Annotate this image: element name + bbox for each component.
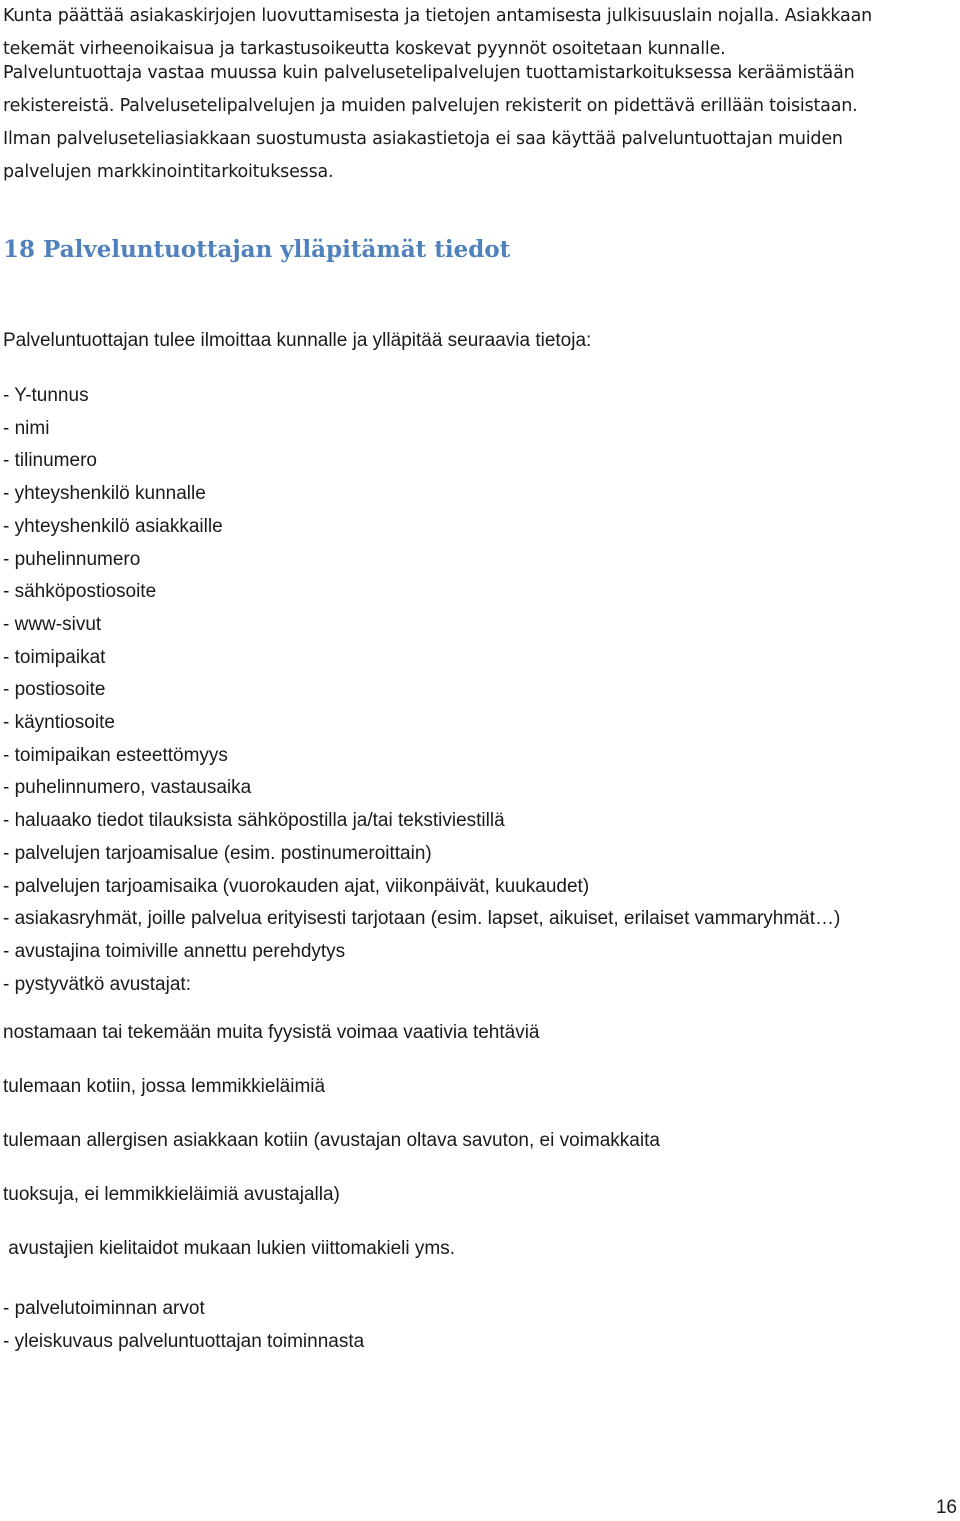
assistant-ability-item: tulemaan allergisen asiakkaan kotiin (avustajan oltava savuton, ei voimakkaita	[3, 1130, 660, 1151]
list-item: - puhelinnumero, vastausaika	[3, 777, 252, 799]
list-item: - palvelujen tarjoamisalue (esim. postinumeroittain)	[3, 842, 432, 864]
list-item: - tilinumero	[3, 450, 97, 472]
list-item: - palvelutoiminnan arvot	[3, 1298, 205, 1319]
list-item: - nimi	[3, 417, 50, 439]
info-list	[3, 380, 840, 1001]
text-line: tekemät virheenoikaisua ja tarkastusoikeutta koskevat pyynnöt osoitetaan kunnalle.	[3, 39, 726, 59]
list-item: - palvelujen tarjoamisaika (vuorokauden ajat, viikonpäivät, kuukaudet)	[3, 875, 590, 897]
list-item: - käyntiosoite	[3, 712, 115, 734]
list-item: - yleiskuvaus palveluntuottajan toiminnasta	[3, 1331, 365, 1352]
page-number: 16	[935, 1497, 957, 1518]
list-item: - haluaako tiedot tilauksista sähköpostilla ja/tai tekstiviestillä	[3, 810, 505, 832]
list-item: - Y-tunnus	[3, 385, 89, 406]
text-line: Ilman palveluseteliasiakkaan suostumusta asiakastietoja ei saa käyttää palveluntuottajan muiden	[3, 129, 843, 149]
assistant-language-item: avustajien kielitaidot mukaan lukien viittomakieli yms.	[3, 1238, 455, 1259]
intro-text: Palveluntuottajan tulee ilmoittaa kunnalle ja ylläpitää seuraavia tietoja:	[3, 330, 592, 351]
list-item: - puhelinnumero	[3, 548, 141, 570]
assistant-ability-item: tulemaan kotiin, jossa lemmikkieläimiä	[3, 1076, 326, 1097]
list-item: - asiakasryhmät, joille palvelua erityisesti tarjotaan (esim. lapset, aikuiset, erilaiset vammaryhmät…)	[3, 908, 841, 930]
section-heading: 18 Palveluntuottajan ylläpitämät tiedot	[3, 236, 511, 263]
paragraph-registers	[3, 57, 958, 189]
list-item: - yhteyshenkilö kunnalle	[3, 483, 206, 505]
list-item: - pystyvätkö avustajat:	[3, 973, 191, 995]
list-item: - postiosoite	[3, 679, 106, 701]
list-item: - toimipaikat	[3, 646, 106, 668]
assistant-ability-item: nostamaan tai tekemään muita fyysistä voimaa vaativia tehtäviä	[3, 1022, 540, 1043]
list-item: - yhteyshenkilö asiakkaille	[3, 515, 223, 537]
text-line: rekistereistä. Palvelusetelipalvelujen ja muiden palvelujen rekisterit on pidettävä erillään toisistaan.	[3, 96, 858, 116]
text-line: palvelujen markkinointitarkoituksessa.	[3, 162, 334, 182]
list-item: - toimipaikan esteettömyys	[3, 744, 228, 766]
assistant-ability-item-continued: tuoksuja, ei lemmikkieläimiä avustajalla)	[3, 1184, 340, 1205]
list-item: - www-sivut	[3, 613, 102, 635]
list-item: - avustajina toimiville annettu perehdytys	[3, 940, 346, 962]
text-line: Palveluntuottaja vastaa muussa kuin palvelusetelipalvelujen tuottamistarkoituksessa keräämistään	[3, 63, 855, 83]
info-list-continued	[3, 1292, 364, 1358]
text-line: Kunta päättää asiakaskirjojen luovuttamisesta ja tietojen antamisesta julkisuuslain nojalla. Asiakkaan	[3, 6, 872, 26]
list-item: - sähköpostiosoite	[3, 581, 157, 603]
